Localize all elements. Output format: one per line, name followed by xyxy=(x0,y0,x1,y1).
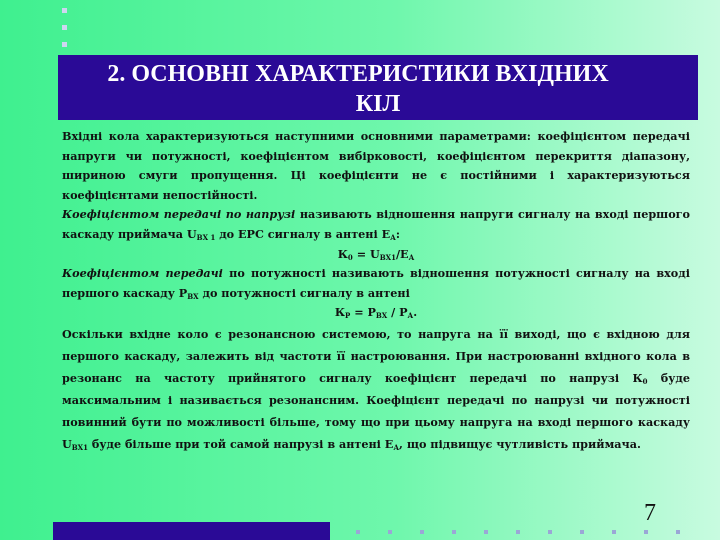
text: буде максимальним і називається резонансним. Коефіцієнт передачі по напрузі чи потужності повинний бути по можливості більше, тому що при цьому напруга на вході першого каскаду U xyxy=(62,370,691,451)
paragraph-resonance xyxy=(62,323,690,455)
subscript: Р xyxy=(345,311,351,321)
decor-square-1 xyxy=(62,8,67,13)
text: до ЕРС сигналу в антені Е xyxy=(215,226,391,241)
slide-title xyxy=(58,59,698,119)
title-line-1: 2. ОСНОВНІ ХАРАКТЕРИСТИКИ ВХІДНИХ xyxy=(107,61,609,87)
decor-square-2 xyxy=(62,25,67,30)
subscript: ВХ xyxy=(375,311,388,321)
subscript: А xyxy=(393,442,400,452)
term-power-gain: Коефіцієнтом передачі xyxy=(62,266,223,281)
text: до потужності сигналу в антені xyxy=(198,285,410,300)
decor-dot xyxy=(516,530,520,534)
subscript: ВХ1 xyxy=(379,252,396,262)
decor-dot xyxy=(644,530,648,534)
title-line-2: КІЛ xyxy=(355,91,401,117)
text: /Е xyxy=(395,246,409,261)
text: = Р xyxy=(350,305,376,320)
text: , що підвищує чутливість приймача. xyxy=(399,436,641,451)
text: . xyxy=(413,305,418,320)
page-number: 7 xyxy=(644,500,656,526)
decor-dot xyxy=(388,530,392,534)
subscript: ВХ1 xyxy=(71,442,88,452)
subscript: А xyxy=(390,232,396,242)
text: Оскільки вхідне коло є резонансною системою, то напруга на її виході, що є вхідною для першого каскаду, залежить від частоти її настроювання. При настроюванні вхідного кола в резонанс на частоту прийнятого сигналу коефіцієнт передачі по напрузі К xyxy=(62,326,690,385)
term-voltage-gain: Коефіцієнтом передачі по напрузі xyxy=(62,207,296,222)
text: : xyxy=(395,226,400,241)
paragraph-voltage-gain xyxy=(62,205,690,244)
subscript: ВХ xyxy=(187,291,199,301)
subscript: 0 xyxy=(347,252,353,262)
text: буде більше при той самой напрузі в антені Е xyxy=(87,436,394,451)
text: К xyxy=(337,246,348,261)
subscript: ВХ 1 xyxy=(196,232,216,242)
decor-dot xyxy=(420,530,424,534)
text: по потужності називають відношення потужності сигналу на вході першого каскаду Р xyxy=(62,266,690,300)
decor-dot xyxy=(676,530,680,534)
decor-square-3 xyxy=(62,42,67,47)
decor-dot xyxy=(548,530,552,534)
paragraph-intro: Вхідні кола характеризуються наступними основними параметрами: коефіцієнтом передачі напруги чи потужності, коефіцієнтом вибірковості, коефіцієнтом перекриття діапазону, шириною смуги пропущення. Ці коефіцієнти не є постійними і характеризуються коефіцієнтами непостійності. xyxy=(62,129,690,202)
text: К xyxy=(334,305,346,320)
decor-dot xyxy=(356,530,360,534)
decor-dot xyxy=(484,530,488,534)
decor-dot xyxy=(452,530,456,534)
text: називають відношення напруги сигналу на вході першого каскаду приймача U xyxy=(62,207,690,241)
slide-body xyxy=(62,127,690,455)
formula-voltage-gain xyxy=(62,245,690,265)
decor-dot xyxy=(612,530,616,534)
paragraph-power-gain xyxy=(62,264,690,303)
formula-power-gain xyxy=(62,303,690,323)
subscript: А xyxy=(407,311,414,321)
text: = U xyxy=(352,246,380,261)
text: / Р xyxy=(387,305,408,320)
subscript: 0 xyxy=(642,376,648,386)
subscript: А xyxy=(408,252,415,262)
decor-dot xyxy=(580,530,584,534)
footer-bar xyxy=(53,522,330,540)
